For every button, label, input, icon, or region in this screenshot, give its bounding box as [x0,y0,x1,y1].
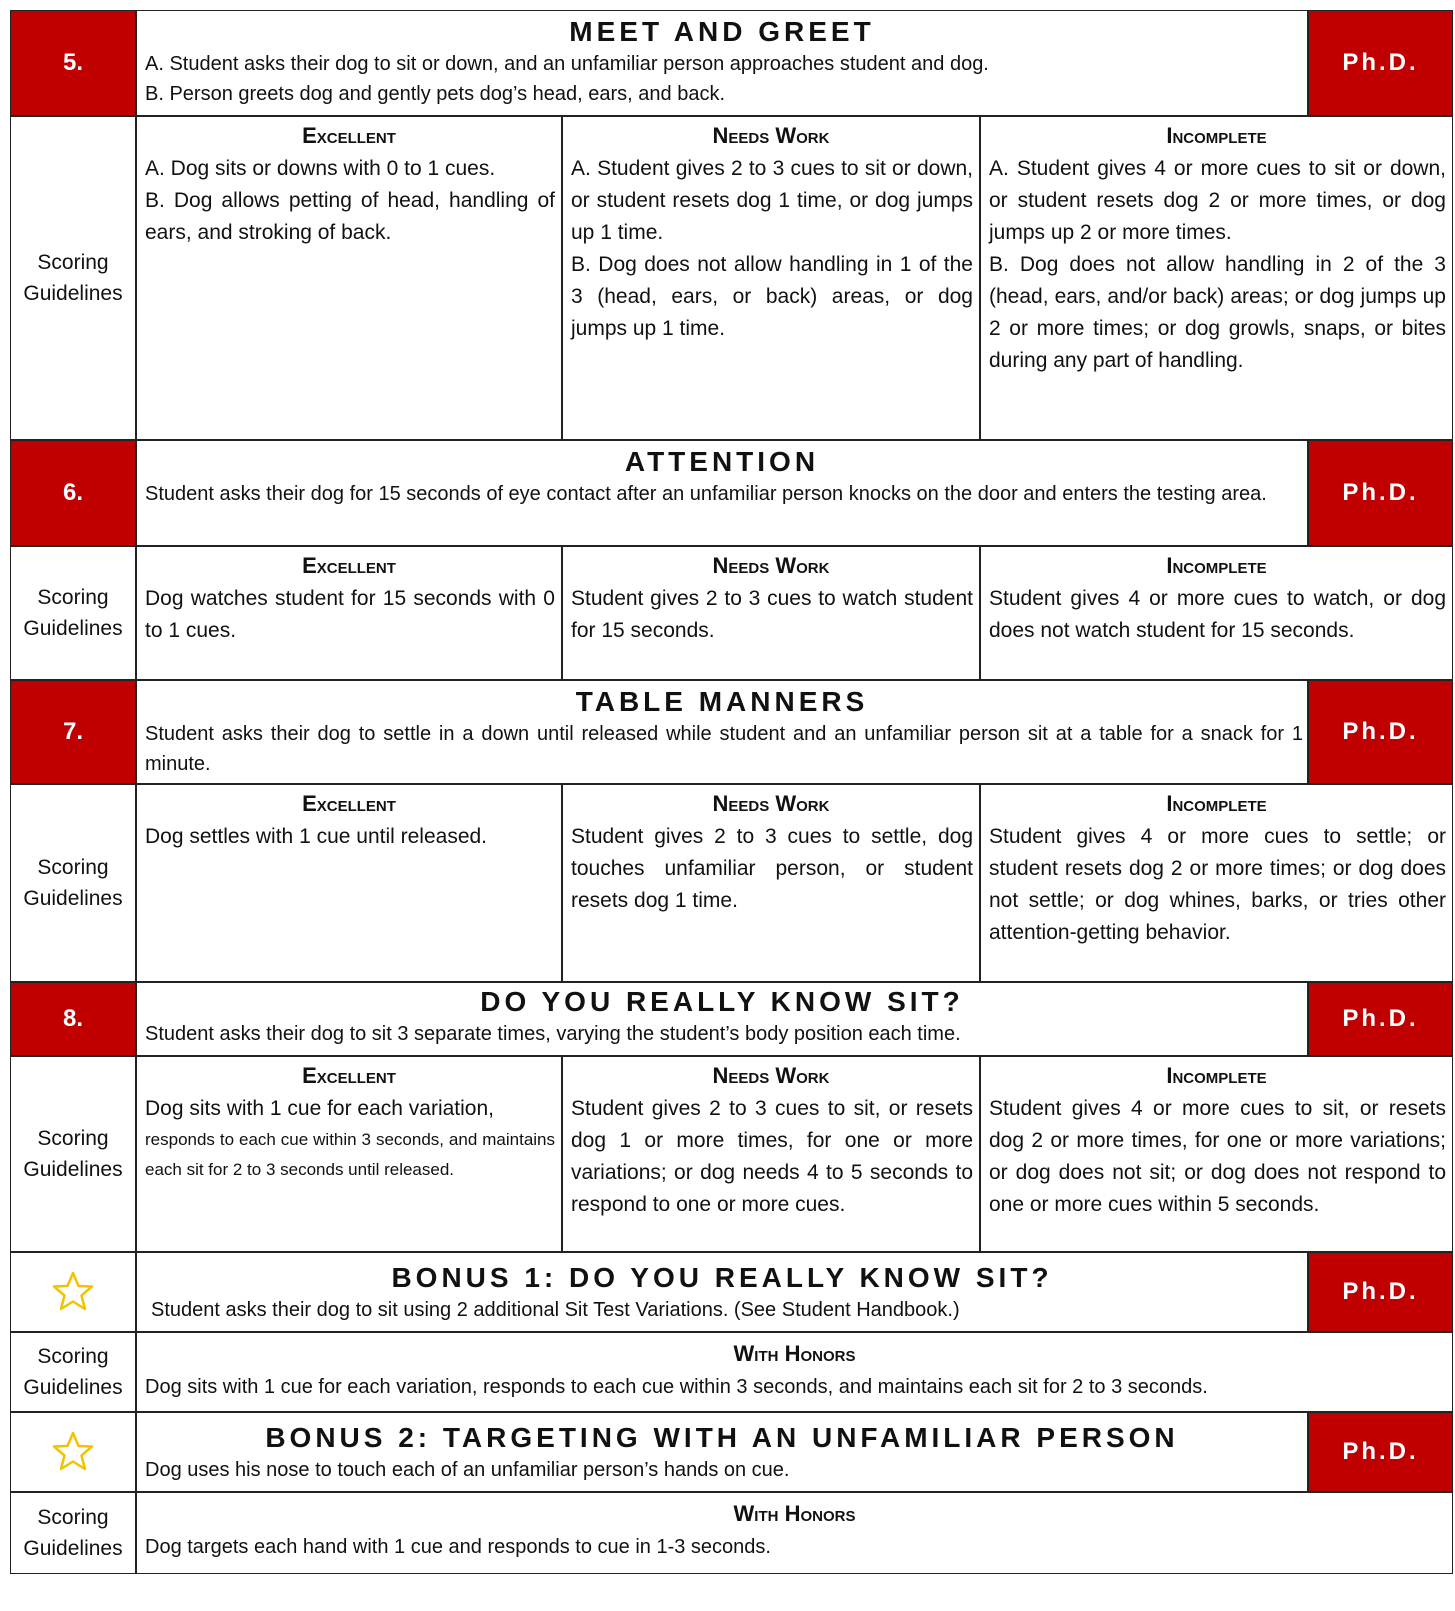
bonus-star-cell [10,1252,136,1332]
needs-work-heading: Needs Work [712,553,830,578]
item-header-row [10,982,1453,1056]
criteria-text: B. Dog does not allow handling in 1 of the 3 (head, ears, or back) areas, or dog jumps up 1 time. [571,253,973,340]
honors-column [136,1492,1453,1574]
honors-text: Dog sits with 1 cue for each variation, responds to each cue within 3 seconds, and maintains each sit for 2 to 3 seconds. [145,1376,1208,1398]
scoring-label: Scoring Guidelines [10,1332,136,1412]
bonus-description: Dog uses his nose to touch each of an unfamiliar person’s hands on cue. [145,1459,790,1481]
item-title: TABLE MANNERS [575,686,869,717]
excellent-heading: Excellent [302,791,396,816]
level-badge: Ph.D. [1308,680,1453,784]
bonus-header [136,1252,1308,1332]
item-description-line: Student asks their dog to sit 3 separate times, varying the student’s body position each time. [145,1023,961,1045]
item-header-row [10,10,1453,116]
criteria-text: A. Dog sits or downs with 0 to 1 cues. [145,157,496,180]
criteria-text: A. Student gives 2 to 3 cues to sit or down, or student resets dog 1 time, or dog jumps up 1 time. [571,157,973,244]
incomplete-column [980,784,1453,982]
item-header [136,680,1308,784]
bonus-star-cell [10,1412,136,1492]
scoring-row [10,116,1453,440]
needs-work-heading: Needs Work [712,1063,830,1088]
criteria-text: responds to each cue within 3 seconds, and maintains each sit for 2 to 3 seconds until released. [145,1130,555,1179]
needs-work-heading: Needs Work [712,791,830,816]
incomplete-column [980,546,1453,680]
excellent-heading: Excellent [302,123,396,148]
item-description-line: A. Student asks their dog to sit or down, and an unfamiliar person approaches student and dog. [145,53,989,75]
item-description-line: B. Person greets dog and gently pets dog’s head, ears, and back. [145,83,726,105]
criteria-text: Dog watches student for 15 seconds with 0 to 1 cues. [145,587,555,642]
excellent-heading: Excellent [302,553,396,578]
bonus-scoring-row [10,1492,1453,1574]
scoring-row [10,784,1453,982]
criteria-text: A. Student gives 4 or more cues to sit or down, or student resets dog 2 or more times, or dog jumps up 2 or more times. [989,157,1446,244]
needs-work-heading: Needs Work [712,123,830,148]
level-badge: Ph.D. [1308,440,1453,546]
criteria-text: Dog sits with 1 cue for each variation, [145,1097,495,1120]
level-badge: Ph.D. [1308,10,1453,116]
honors-column [136,1332,1453,1412]
item-header [136,440,1308,546]
item-header-row [10,440,1453,546]
with-honors-heading: With Honors [733,1341,856,1366]
needs-work-column [562,546,980,680]
scoring-label: Scoring Guidelines [10,116,136,440]
scoring-label: Scoring Guidelines [10,546,136,680]
scoring-label: Scoring Guidelines [10,1056,136,1252]
criteria-text: Student gives 4 or more cues to watch, or dog does not watch student for 15 seconds. [989,587,1446,642]
honors-text: Dog targets each hand with 1 cue and responds to cue in 1-3 seconds. [145,1536,771,1558]
criteria-text: B. Dog allows petting of head, handling of ears, and stroking of back. [145,189,555,244]
incomplete-heading: Incomplete [1166,553,1267,578]
incomplete-column [980,116,1453,440]
criteria-text: Dog settles with 1 cue until released. [145,825,488,848]
bonus-title: BONUS 1: DO YOU REALLY KNOW SIT? [391,1262,1053,1293]
criteria-text: Student gives 2 to 3 cues to settle, dog touches unfamiliar person, or student resets dog 1 time. [571,825,973,912]
bonus-header-row [10,1252,1453,1332]
item-number: 7. [10,680,136,784]
item-title: ATTENTION [624,446,820,477]
excellent-column [136,1056,562,1252]
bonus-title: BONUS 2: TARGETING WITH AN UNFAMILIAR PERSON [265,1422,1179,1453]
incomplete-heading: Incomplete [1166,1063,1267,1088]
item-header [136,982,1308,1056]
bonus-header-row [10,1412,1453,1492]
criteria-text: B. Dog does not allow handling in 2 of the 3 (head, ears, and/or back) areas; or dog jumps up 2 or more times; or dog growls, snaps, or bites during any part of handling. [989,253,1446,372]
incomplete-heading: Incomplete [1166,791,1267,816]
scoring-row [10,1056,1453,1252]
item-number: 8. [10,982,136,1056]
needs-work-column [562,116,980,440]
item-header [136,10,1308,116]
incomplete-column [980,1056,1453,1252]
level-badge: Ph.D. [1308,1252,1453,1332]
criteria-text: Student gives 4 or more cues to sit, or resets dog 2 or more times, for one or more variations; or dog does not sit; or dog does not respond to one or more cues within 5 seconds. [989,1097,1446,1216]
needs-work-column [562,784,980,982]
criteria-text: Student gives 4 or more cues to settle; or student resets dog 2 or more times; or dog does not settle; or dog whines, barks, or tries other attention-getting behavior. [989,825,1446,944]
bonus-scoring-row [10,1332,1453,1412]
bonus-description: Student asks their dog to sit using 2 additional Sit Test Variations. (See Student Handbook.) [151,1299,960,1321]
item-description-line: Student asks their dog to settle in a down until released while student and an unfamiliar person sit at a table for a snack for 1 minute. [145,723,1303,775]
item-number: 5. [10,10,136,116]
item-title: MEET AND GREET [569,16,875,47]
with-honors-heading: With Honors [733,1501,856,1526]
item-number: 6. [10,440,136,546]
criteria-text: Student gives 2 to 3 cues to watch student for 15 seconds. [571,587,973,642]
incomplete-heading: Incomplete [1166,123,1267,148]
scoring-row [10,546,1453,680]
excellent-heading: Excellent [302,1063,396,1088]
item-title: DO YOU REALLY KNOW SIT? [480,986,964,1017]
item-description-line: Student asks their dog for 15 seconds of eye contact after an unfamiliar person knocks on the door and enters the testing area. [145,483,1267,505]
level-badge: Ph.D. [1308,982,1453,1056]
level-badge: Ph.D. [1308,1412,1453,1492]
scoring-label: Scoring Guidelines [10,784,136,982]
scoring-label: Scoring Guidelines [10,1492,136,1574]
excellent-column [136,546,562,680]
excellent-column [136,116,562,440]
excellent-column [136,784,562,982]
criteria-text: Student gives 2 to 3 cues to sit, or resets dog 1 or more times, for one or more variations; or dog needs 4 to 5 seconds to respond to one or more cues. [571,1097,973,1216]
star-outline-icon [51,1270,95,1314]
item-header-row [10,680,1453,784]
bonus-header [136,1412,1308,1492]
needs-work-column [562,1056,980,1252]
star-outline-icon [51,1430,95,1474]
